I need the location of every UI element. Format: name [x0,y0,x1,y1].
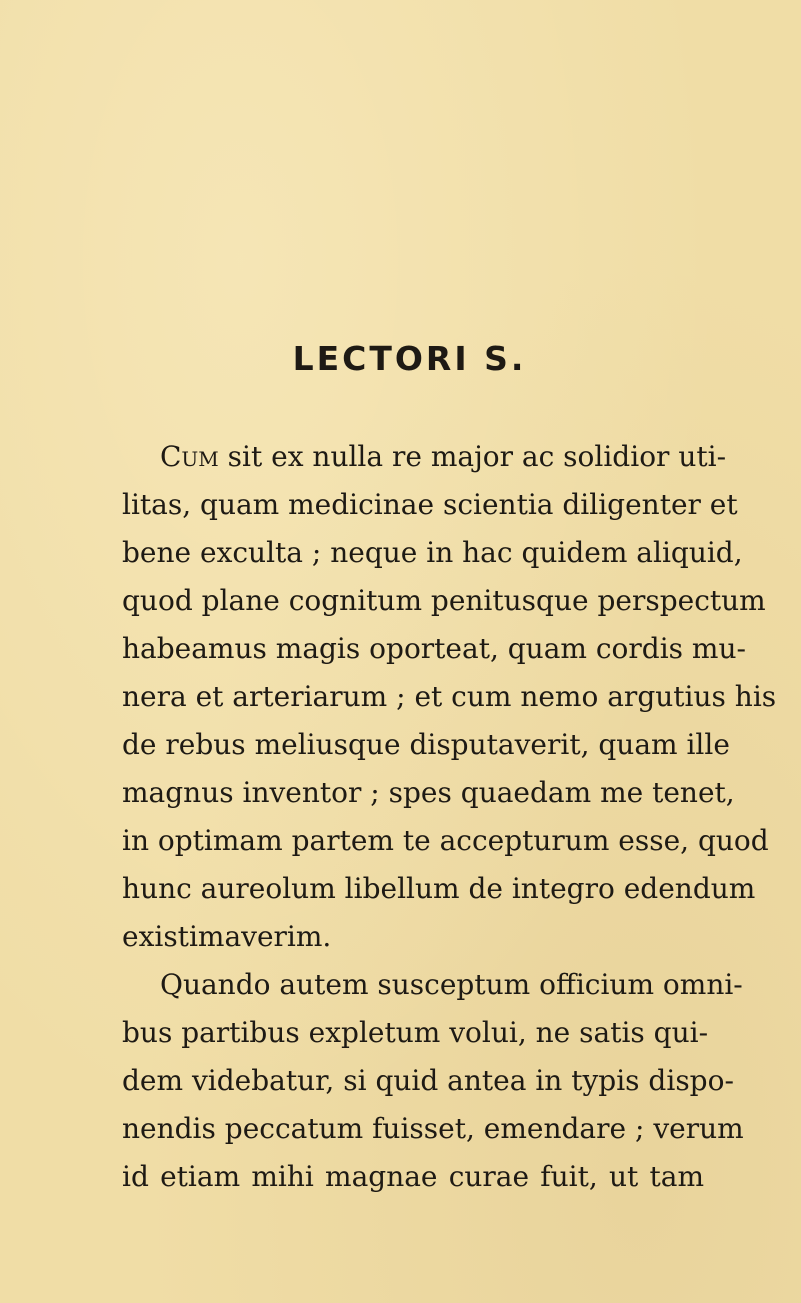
text-line: in optimam partem te accepturum esse, quod [122,824,769,857]
text-line: magnus inventor ; spes quaedam me tenet, [122,776,735,809]
text-line: litas, quam medicinae scientia diligenter et [122,488,738,521]
text-line: bene exculta ; neque in hac quidem aliquid, [122,536,743,569]
text-line: existimaverim. [122,920,332,953]
text-line: nendis peccatum fuisset, emendare ; verum [122,1112,744,1145]
text-line: habeamus magis oporteat, quam cordis mu- [122,632,746,665]
text-line: bus partibus expletum volui, ne satis qui- [122,1016,709,1049]
text-line: Quando autem susceptum officium omni- [160,968,743,1001]
text-line: dem videbatur, si quid antea in typis dispo- [122,1064,734,1097]
text-line: de rebus meliusque disputaverit, quam ille [122,728,730,761]
drop-word: Cum [160,440,219,473]
text-line: id etiam mihi magnae curae fuit, ut tam [122,1160,704,1193]
text-line-content: sit ex nulla re major ac solidior uti- [218,440,727,473]
text-line: hunc aureolum libellum de integro edendum [122,872,756,905]
text-line: quod plane cognitum penitusque perspectum [122,584,766,617]
text-line: nera et arteriarum ; et cum nemo argutius his [122,680,777,713]
page-heading: LECTORI S. [292,339,527,378]
text-line [160,437,727,477]
